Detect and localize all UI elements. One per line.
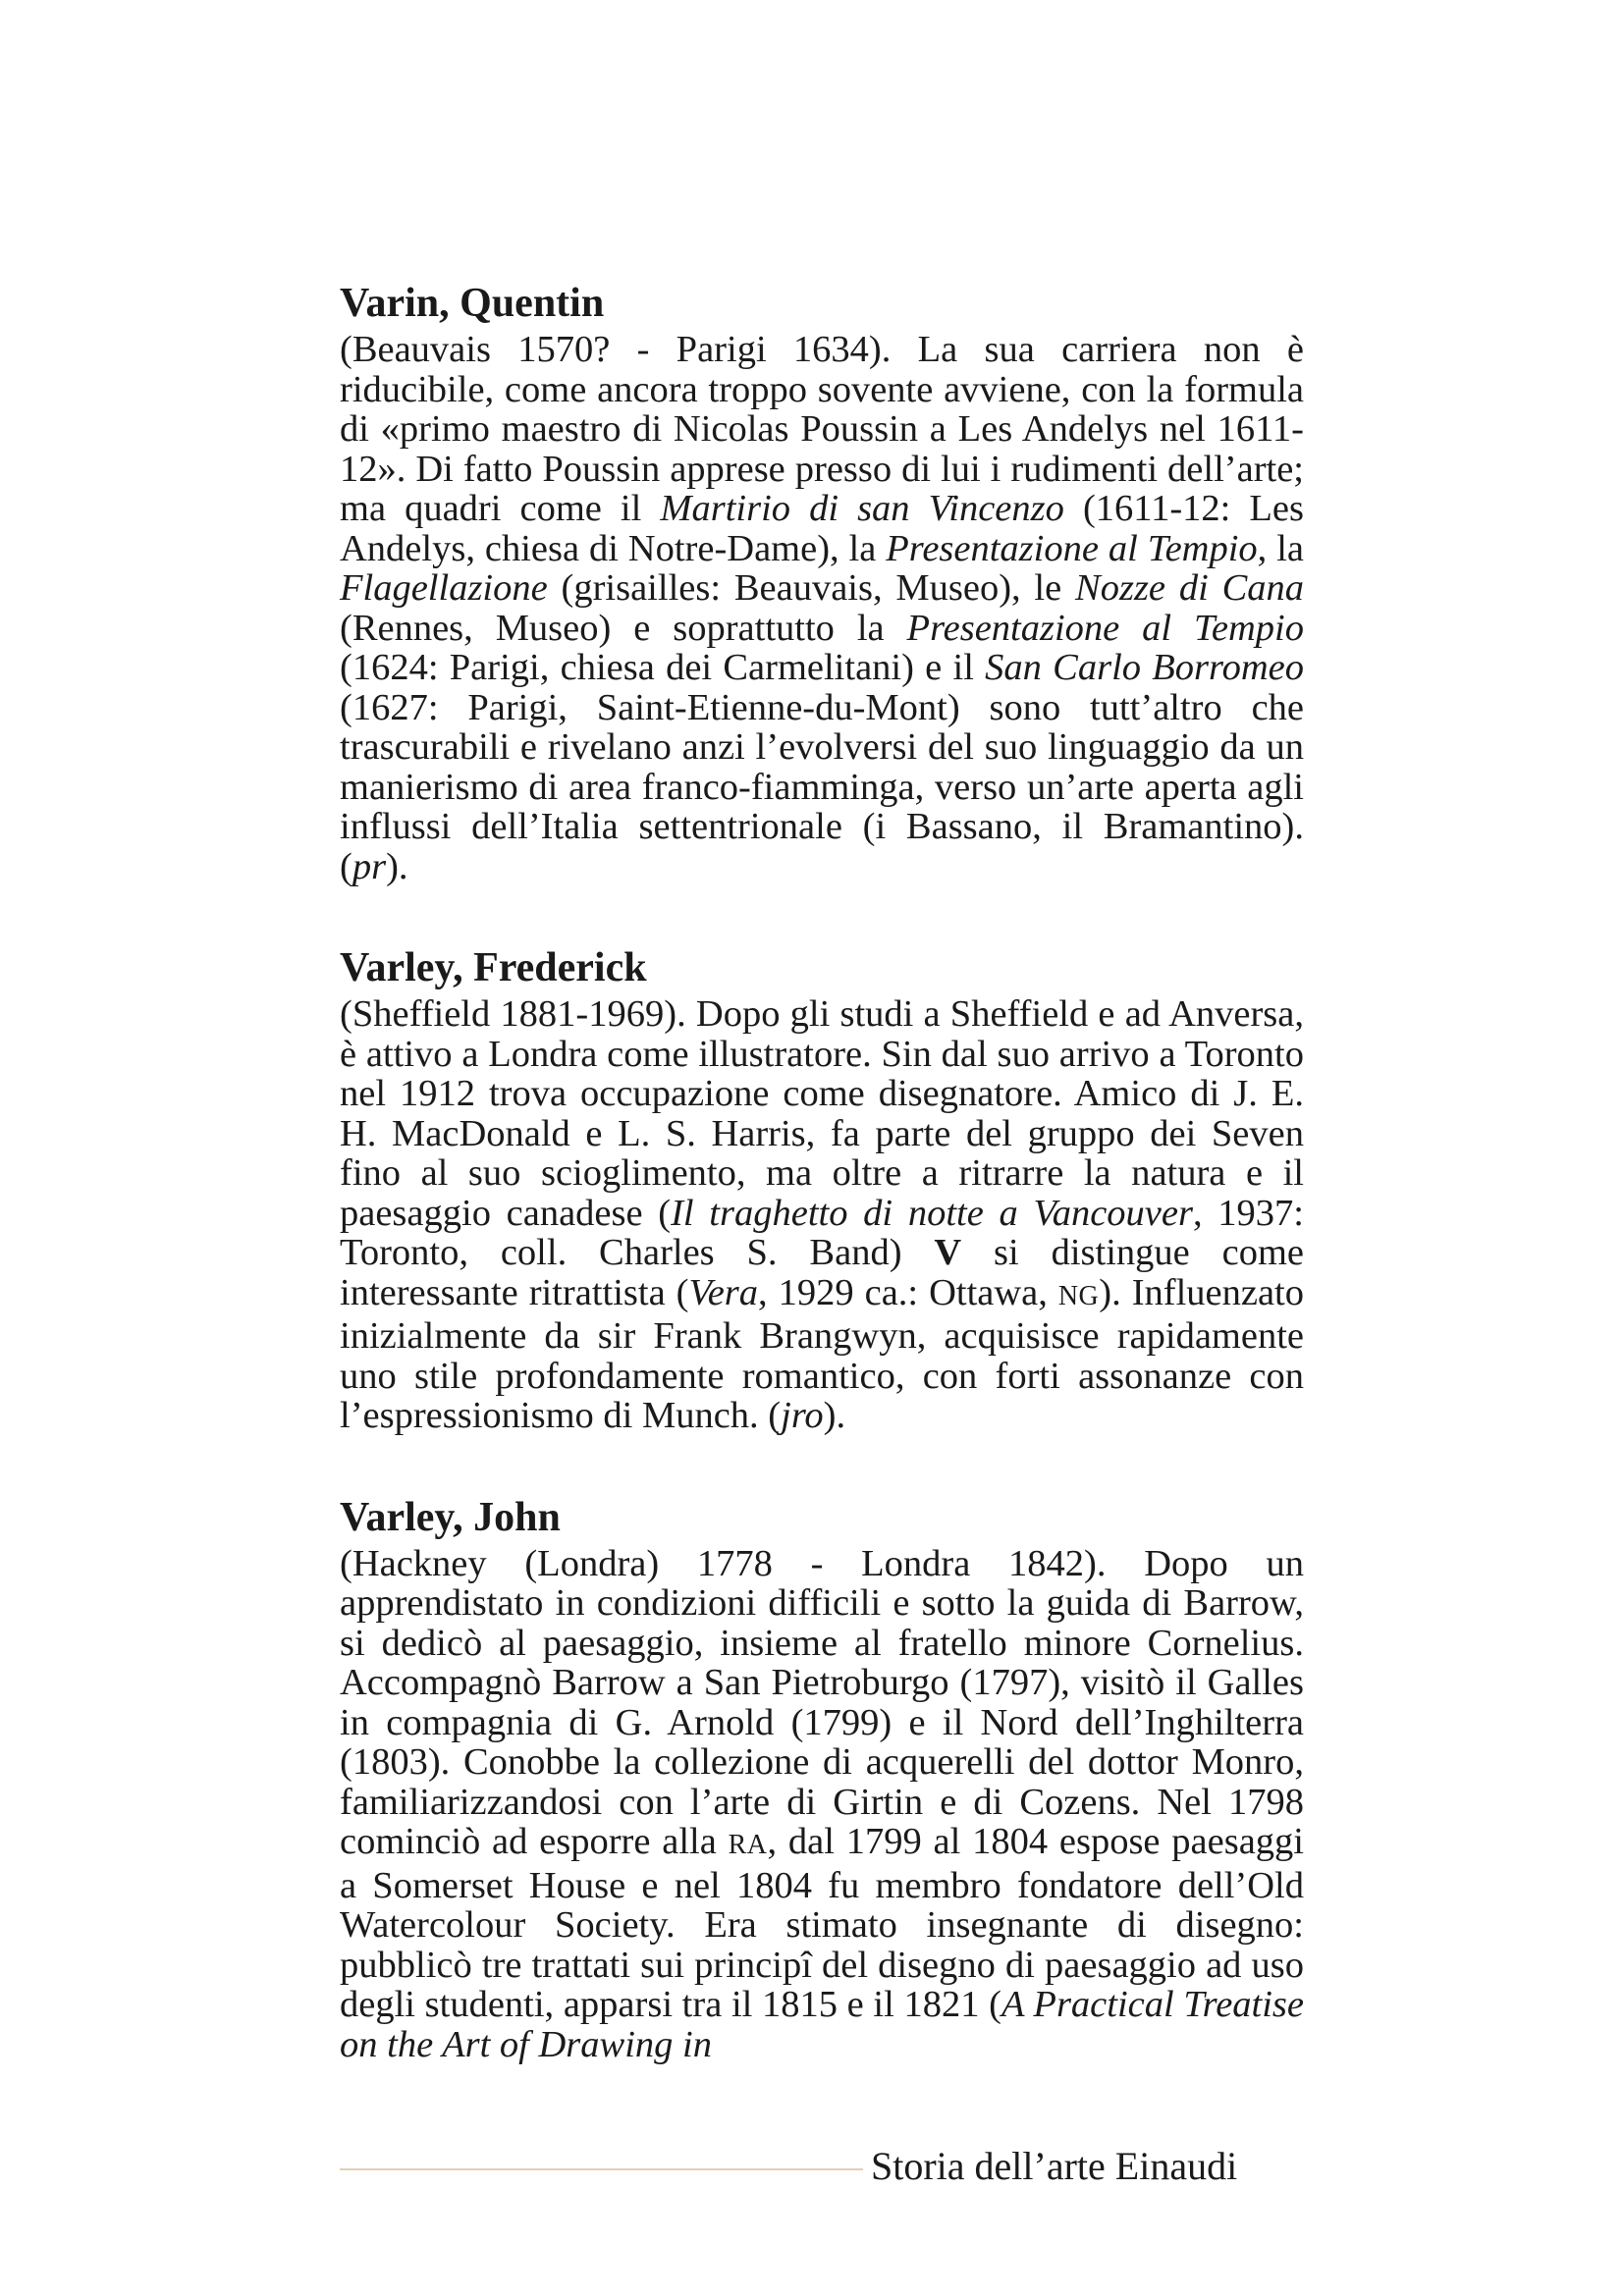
- entry-title: Varin, Quentin: [340, 281, 605, 326]
- text-run: (Sheffield 1881-1969). Dopo gli studi a Sheffield e ad Anversa, è attivo a Londra come illustratore. Sin dal suo arrivo a Toronto nel 1912 trova occupazione come disegnatore. Amico di J. E. H. MacDonald e L. S. Harris, fa parte del gruppo dei Seven fino al suo scioglimento, ma oltre a ritrarre la natura e il paesaggio canadese (: [340, 993, 1304, 1234]
- italic-title: jro: [781, 1395, 824, 1436]
- text-run: , dal 1799 al 1804 espose paesaggi a Somerset House e nel 1804 fu membro fondatore dell’Old Watercolour Society. Era stimato insegnante di disegno: pubblicò tre trattati sui principî del disegno di paesaggio ad uso degli studenti, apparsi tra il 1815 e il 1821 (: [340, 1821, 1304, 2025]
- italic-title: Martirio di san Vincenzo: [660, 488, 1064, 529]
- entry-varin-quentin: [340, 277, 1304, 886]
- italic-title: Vera: [688, 1271, 759, 1313]
- bold-abbrev: V: [934, 1232, 962, 1273]
- text-run: (Rennes, Museo) e soprattutto la: [340, 607, 907, 649]
- entry-body: [340, 330, 1304, 886]
- text-run: (grisailles: Beauvais, Museo), le: [547, 567, 1076, 609]
- italic-title: Flagellazione: [340, 567, 548, 609]
- entry-body: [340, 1544, 1304, 2065]
- text-run: , la: [1257, 527, 1304, 569]
- text-run: (1627: Parigi, Saint-Etienne-du-Mont) sono tutt’altro che trascurabili e rivelano anzi l’evolversi del suo linguaggio da un manierismo di area franco-fiamminga, verso un’arte aperta agli influssi dell’Italia settentrionale (i Bassano, il Bramantino). (: [340, 686, 1304, 887]
- footer-publisher-label: Storia dell’arte Einaudi: [871, 2144, 1238, 2188]
- text-run: (1611-12: Les Andelys, chiesa di Notre-Dame), la: [340, 488, 1305, 569]
- text-run: , 1929 ca.: Ottawa,: [758, 1271, 1058, 1313]
- italic-title: Nozze di Cana: [1075, 567, 1304, 609]
- small-caps-abbrev: NG: [1057, 1280, 1100, 1311]
- text-run: (Beauvais 1570? - Parigi 1634). La sua carriera non è riducibile, come ancora troppo sovente avviene, con la formula di «primo maestro di Nicolas Poussin a Les Andelys nel 1611-12». Di fatto Poussin apprese presso di lui i rudimenti dell’arte; ma quadri come il: [340, 329, 1304, 529]
- italic-title: A Practical Treatise on the Art of Drawing in: [340, 1984, 1305, 2065]
- entry-title: Varley, Frederick: [340, 945, 647, 990]
- italic-title: pr: [352, 845, 387, 887]
- text-run: , 1937: Toronto, coll. Charles S. Band): [340, 1192, 1304, 1273]
- text-run: ).: [386, 845, 408, 887]
- italic-title: Presentazione al Tempio: [886, 527, 1258, 569]
- entry-title: Varley, John: [340, 1494, 561, 1540]
- text-run: (Hackney (Londra) 1778 - Londra 1842). Dopo un apprendistato in condizioni difficili e sotto la guida di Barrow, si dedicò al paesaggio, insieme al fratello minore Cornelius. Accompagnò Barrow a San Pietroburgo (1797), visitò il Galles in compagnia di G. Arnold (1799) e il Nord dell’Inghilterra (1803). Conobbe la collezione di acquerelli del dottor Monro, familiarizzandosi con l’arte di Girtin e di Cozens. Nel 1798 cominciò ad esporre alla: [340, 1542, 1304, 1862]
- entry-varley-frederick: [340, 941, 1304, 1436]
- text-run: (1624: Parigi, chiesa dei Carmelitani) e il: [340, 647, 986, 688]
- text-run: si distingue come interessante ritrattista (: [340, 1232, 1304, 1313]
- text-column: [340, 277, 1304, 2119]
- entry-varley-john: [340, 1491, 1304, 2065]
- italic-title: San Carlo Borromeo: [985, 647, 1304, 688]
- italic-title: Il traghetto di notte a Vancouver: [671, 1192, 1193, 1234]
- small-caps-abbrev: RA: [728, 1830, 768, 1860]
- text-run: ). Influenzato inizialmente da sir Frank Brangwyn, acquisisce rapidamente uno stile profondamente romantico, con forti assonanze con l’espressionismo di Munch. (: [340, 1271, 1304, 1436]
- text-run: ).: [823, 1395, 846, 1436]
- footer-rule: [340, 2168, 863, 2170]
- italic-title: Presentazione al Tempio: [906, 607, 1304, 649]
- entry-body: [340, 994, 1304, 1436]
